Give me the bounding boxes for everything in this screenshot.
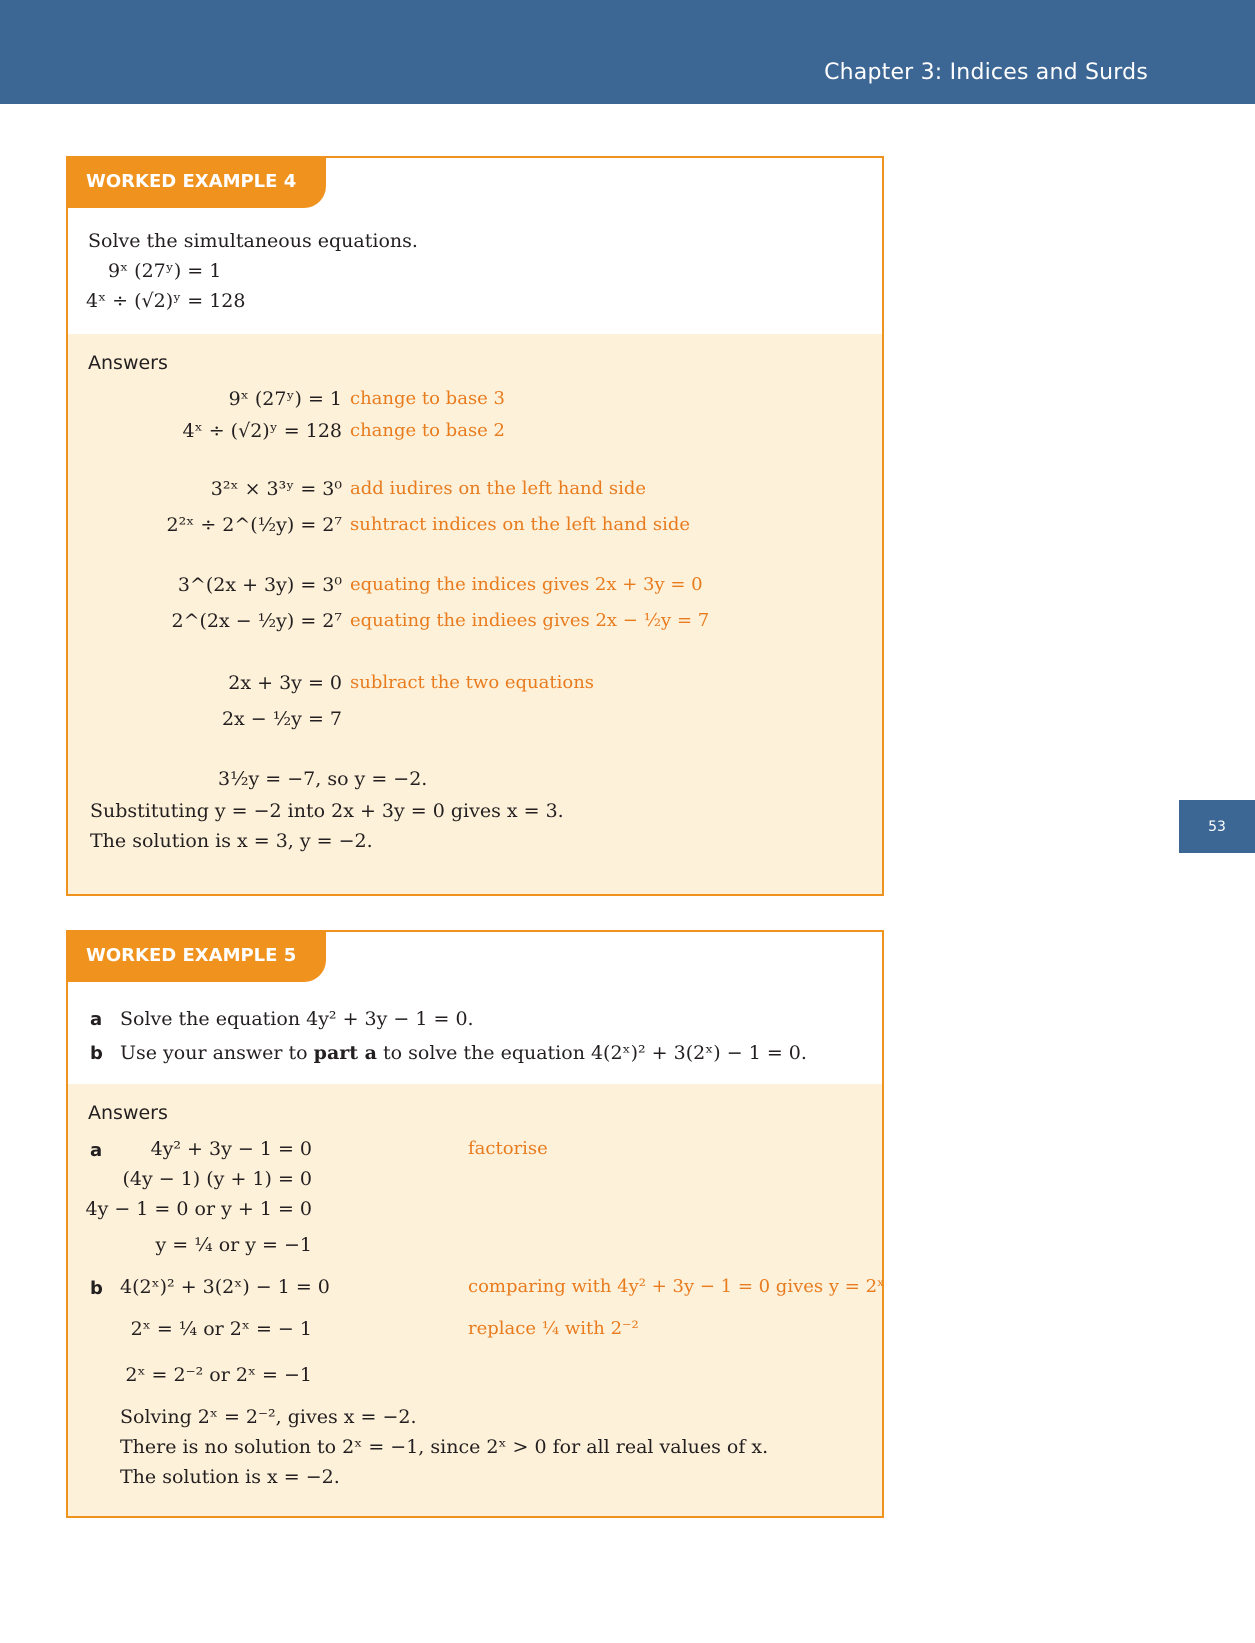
- part-b-question: [120, 1042, 807, 1064]
- working-line: 2²ˣ ÷ 2^(½y) = 2⁷: [166, 514, 342, 536]
- example-label: WORKED EXAMPLE 4: [66, 156, 326, 208]
- working-note: suhtract indices on the left hand side: [350, 514, 691, 535]
- part-b-text-start: Use your answer to: [120, 1042, 308, 1064]
- working-line: 3^(2x + 3y) = 3⁰: [177, 574, 342, 596]
- answers-heading: Answers: [88, 352, 168, 374]
- part-a-answer-label: a: [90, 1140, 103, 1161]
- working-line: y = ¼ or y = −1: [155, 1234, 312, 1256]
- working-line: 4(2ˣ)² + 3(2ˣ) − 1 = 0: [120, 1276, 330, 1298]
- header-bar: [0, 0, 1255, 104]
- equation-1: 9ˣ (27ʸ) = 1: [108, 260, 222, 282]
- chapter-title: Chapter 3: Indices and Surds: [824, 60, 1148, 85]
- working-note: add iudires on the left hand side: [350, 478, 647, 499]
- working-line: 4y² + 3y − 1 = 0: [150, 1138, 312, 1160]
- part-b-label: b: [90, 1043, 103, 1064]
- working-note: change to base 3: [350, 388, 506, 409]
- working-line: 4y − 1 = 0 or y + 1 = 0: [85, 1198, 312, 1220]
- answers-area: [68, 1084, 885, 1516]
- question-intro: Solve the simultaneous equations.: [88, 230, 418, 252]
- worked-example-4: [66, 156, 884, 896]
- working-note: comparing with 4y² + 3y − 1 = 0 gives y = 2ˣ: [468, 1276, 885, 1297]
- working-line: 2x − ½y = 7: [221, 708, 342, 730]
- solution-line: The solution is x = 3, y = −2.: [90, 830, 373, 852]
- page-number-tab: 53: [1179, 800, 1255, 853]
- working-line: (4y − 1) (y + 1) = 0: [122, 1168, 312, 1190]
- substitution-line: Substituting y = −2 into 2x + 3y = 0 gives x = 3.: [90, 800, 564, 822]
- conclusion-line: Solving 2ˣ = 2⁻², gives x = −2.: [120, 1406, 417, 1428]
- part-b-answer-label: b: [90, 1278, 103, 1299]
- part-a-question: Solve the equation 4y² + 3y − 1 = 0.: [120, 1008, 474, 1030]
- equation-2: 4ˣ ÷ (√2)ʸ = 128: [86, 290, 246, 312]
- working-line: 2x + 3y = 0: [228, 672, 342, 694]
- result-line: 3½y = −7, so y = −2.: [218, 768, 428, 790]
- answers-area: [68, 334, 882, 894]
- part-b-reference: part a: [313, 1042, 377, 1064]
- working-line: 2ˣ = ¼ or 2ˣ = − 1: [130, 1318, 312, 1340]
- working-line: 9ˣ (27ʸ) = 1: [228, 388, 342, 410]
- working-line: 2ˣ = 2⁻² or 2ˣ = −1: [125, 1364, 312, 1386]
- worked-example-5: [66, 930, 884, 1518]
- conclusion-line: There is no solution to 2ˣ = −1, since 2ˣ > 0 for all real values of x.: [120, 1436, 769, 1458]
- working-line: 2^(2x − ½y) = 2⁷: [171, 610, 342, 632]
- working-note: change to base 2: [350, 420, 506, 441]
- answers-heading: Answers: [88, 1102, 168, 1124]
- working-note: equating the indices gives 2x + 3y = 0: [350, 574, 703, 595]
- working-line: 3²ˣ × 3³ʸ = 3⁰: [210, 478, 342, 500]
- working-note: factorise: [468, 1138, 548, 1159]
- part-a-label: a: [90, 1009, 103, 1030]
- solution-line: The solution is x = −2.: [120, 1466, 340, 1488]
- working-note: equating the indiees gives 2x − ½y = 7: [350, 610, 710, 631]
- example-label: WORKED EXAMPLE 5: [66, 930, 326, 982]
- working-line: 4ˣ ÷ (√2)ʸ = 128: [182, 420, 342, 442]
- working-note: sublract the two equations: [350, 672, 595, 693]
- part-b-text-end: to solve the equation 4(2ˣ)² + 3(2ˣ) − 1 = 0.: [383, 1042, 807, 1064]
- working-note: replace ¼ with 2⁻²: [468, 1318, 639, 1339]
